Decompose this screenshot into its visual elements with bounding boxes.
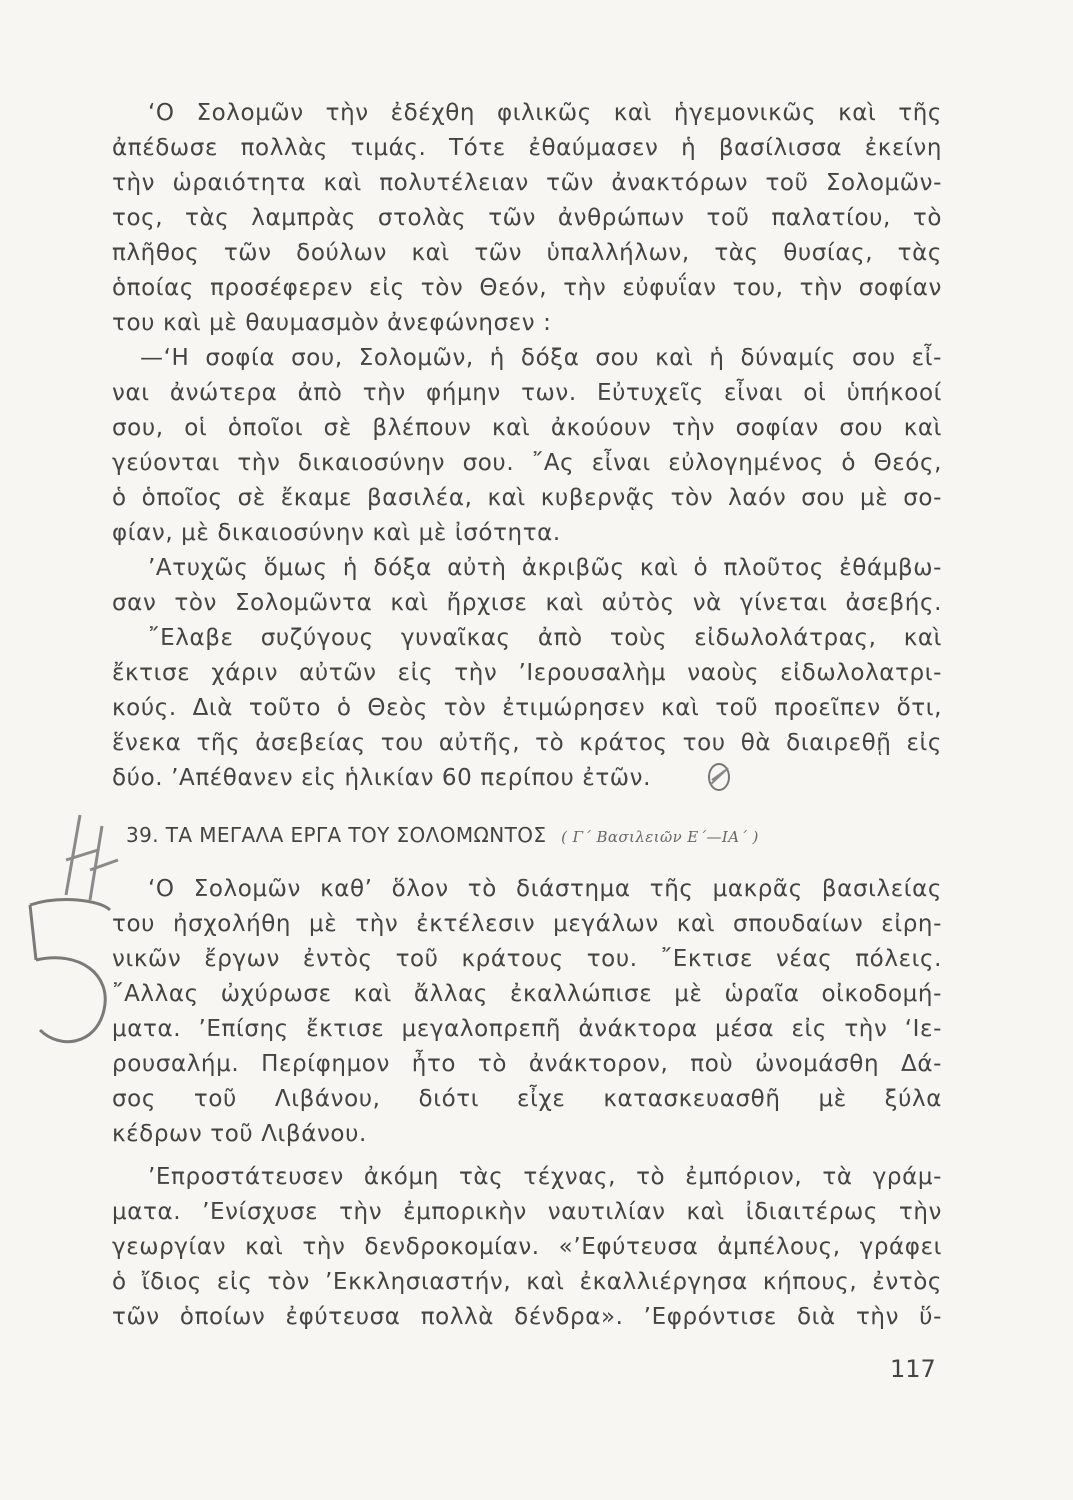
text-line: γεύονται τὴν δικαιοσύνην σου. ῎Ας εἶναι εὐλογημένος ὁ Θεός, [112, 450, 942, 476]
text-line: ματα. ’Επίσης ἔκτισε μεγαλοπρεπῆ ἀνάκτορα μέσα εἰς τὴν ‘Ιε- [112, 1016, 942, 1042]
text-line: ‘Ο Σολομῶν καθ’ ὅλον τὸ διάστημα τῆς μακρᾶς βασιλείας [148, 876, 942, 902]
section-text-bottom [112, 872, 942, 1335]
text-line: ναι ἀνώτερα ἀπὸ τὴν φήμην των. Εὐτυχεῖς εἶναι οἱ ὑπήκοοί [112, 380, 942, 406]
text-line: ὁ ἴδιος εἰς τὸν ’Εκκλησιαστήν, καὶ ἐκαλλιέργησα κήπους, ἐντὸς [112, 1269, 942, 1295]
text-line: ὁ ὁποῖος σὲ ἔκαμε βασιλέα, καὶ κυβερνᾷς τὸν λαόν σου μὲ σο- [112, 485, 942, 511]
handwritten-5-text: 5 [40, 1040, 41, 1041]
text-line: ῎Αλλας ὠχύρωσε καὶ ἄλλας ἐκαλλώπισε μὲ ὡραῖα οἰκοδομή- [112, 981, 942, 1007]
text-line: σος τοῦ Λιβάνου, διότι εἶχε κατασκευασθῆ μὲ ξύλα [112, 1086, 942, 1112]
text-line: ‘Ο Σολομῶν τὴν ἐδέχθη φιλικῶς καὶ ἡγεμονικῶς καὶ τῆς [148, 100, 942, 126]
text-line: ματα. ’Ενίσχυσε τὴν ἐμπορικὴν ναυτιλίαν καὶ ἰδιαιτέρως τὴν [112, 1199, 942, 1225]
text-line: τὴν ὡραιότητα καὶ πολυτέλειαν τῶν ἀνακτόρων τοῦ Σολομῶν- [112, 170, 942, 196]
text-line: τος, τὰς λαμπρὰς στολὰς τῶν ἀνθρώπων τοῦ παλατίου, τὸ [112, 205, 942, 231]
text-line: ῎Ελαβε συζύγους γυναῖκας ἀπὸ τοὺς εἰδωλολάτρας, καὶ [148, 625, 942, 651]
text-line: γεωργίαν καὶ τὴν δενδροκομίαν. «’Εφύτευσα ἀμπέλους, γράφει [112, 1234, 942, 1260]
handwritten-11-text: 11 [60, 900, 62, 901]
text-line: ’Επροστάτευσεν ἀκόμη τὰς τέχνας, τὸ ἐμπόριον, τὰ γράμ- [148, 1164, 942, 1190]
text-line: του καὶ μὲ θαυμασμὸν ἀνεφώνησεν : [112, 310, 552, 336]
text-line: ἔκτισε χάριν αὐτῶν εἰς τὴν ’Ιερουσαλὴμ ναοὺς εἰδωλολατρι- [112, 660, 942, 686]
handwritten-numbers [60, 815, 118, 901]
page-number: 117 [890, 1355, 936, 1383]
handwritten-digit-5 [30, 900, 110, 1042]
text-line: τῶν ὁποίων ἐφύτευσα πολλὰ δένδρα». ’Εφρόντισε διὰ τὴν ὕ- [112, 1304, 942, 1330]
text-line: νικῶν ἔργων ἐντὸς τοῦ κράτους του. ῎Εκτισε νέας πόλεις. [112, 946, 942, 972]
text-line: ὁποίας προσέφερεν εἰς τὸν Θεόν, τὴν εὐφυΐαν του, τὴν σοφίαν [112, 275, 942, 301]
section-text-top [112, 96, 942, 796]
chapter-heading [126, 818, 886, 852]
text-line: ἕνεκα τῆς ἀσεβείας του αὐτῆς, τὸ κράτος του θὰ διαιρεθῇ εἰς [112, 730, 942, 756]
chapter-title: ΤΑ ΜΕΓΑΛΑ ΕΡΓΑ ΤΟΥ ΣΟΛΟΜΩΝΤΟΣ [165, 823, 547, 847]
text-line: δύο. ’Απέθανεν εἰς ἡλικίαν 60 περίπου ἐτῶν. [112, 765, 651, 791]
text-line: σου, οἱ ὁποῖοι σὲ βλέπουν καὶ ἀκούουν τὴν σοφίαν σου καὶ [112, 415, 942, 441]
text-line: του ἠσχολήθη μὲ τὴν ἐκτέλεσιν μεγάλων καὶ σπουδαίων εἰρη- [112, 911, 942, 937]
text-line: —‘Η σοφία σου, Σολομῶν, ἡ δόξα σου καὶ ἡ δύναμίς σου εἶ- [140, 345, 942, 371]
text-line: κούς. Διὰ τοῦτο ὁ Θεὸς τὸν ἐτιμώρησεν καὶ τοῦ προεῖπεν ὅτι, [112, 695, 942, 721]
chapter-number: 39. [126, 823, 160, 847]
text-line: ρουσαλήμ. Περίφημον ἦτο τὸ ἀνάκτορον, ποὺ ὠνομάσθη Δά- [112, 1051, 942, 1077]
text-line: πλῆθος τῶν δούλων καὶ τῶν ὑπαλλήλων, τὰς θυσίας, τὰς [112, 240, 942, 266]
text-line: ἀπέδωσε πολλὰς τιμάς. Τότε ἐθαύμασεν ἡ βασίλισσα ἐκείνη [112, 135, 942, 161]
text-line: σαν τὸν Σολομῶντα καὶ ἤρχισε καὶ αὐτὸς νὰ γίνεται ἀσεβής. [112, 590, 942, 616]
text-line: φίαν, μὲ δικαιοσύνην καὶ μὲ ἰσότητα. [112, 520, 561, 546]
chapter-reference: ( Γ΄ Βασιλειῶν Ε΄—ΙΑ΄ ) [561, 828, 759, 846]
text-line: κέδρων τοῦ Λιβάνου. [112, 1121, 367, 1147]
text-line: ’Ατυχῶς ὅμως ἡ δόξα αὐτὴ ἀκριβῶς καὶ ὁ πλοῦτος ἐθάμβω- [148, 555, 942, 581]
